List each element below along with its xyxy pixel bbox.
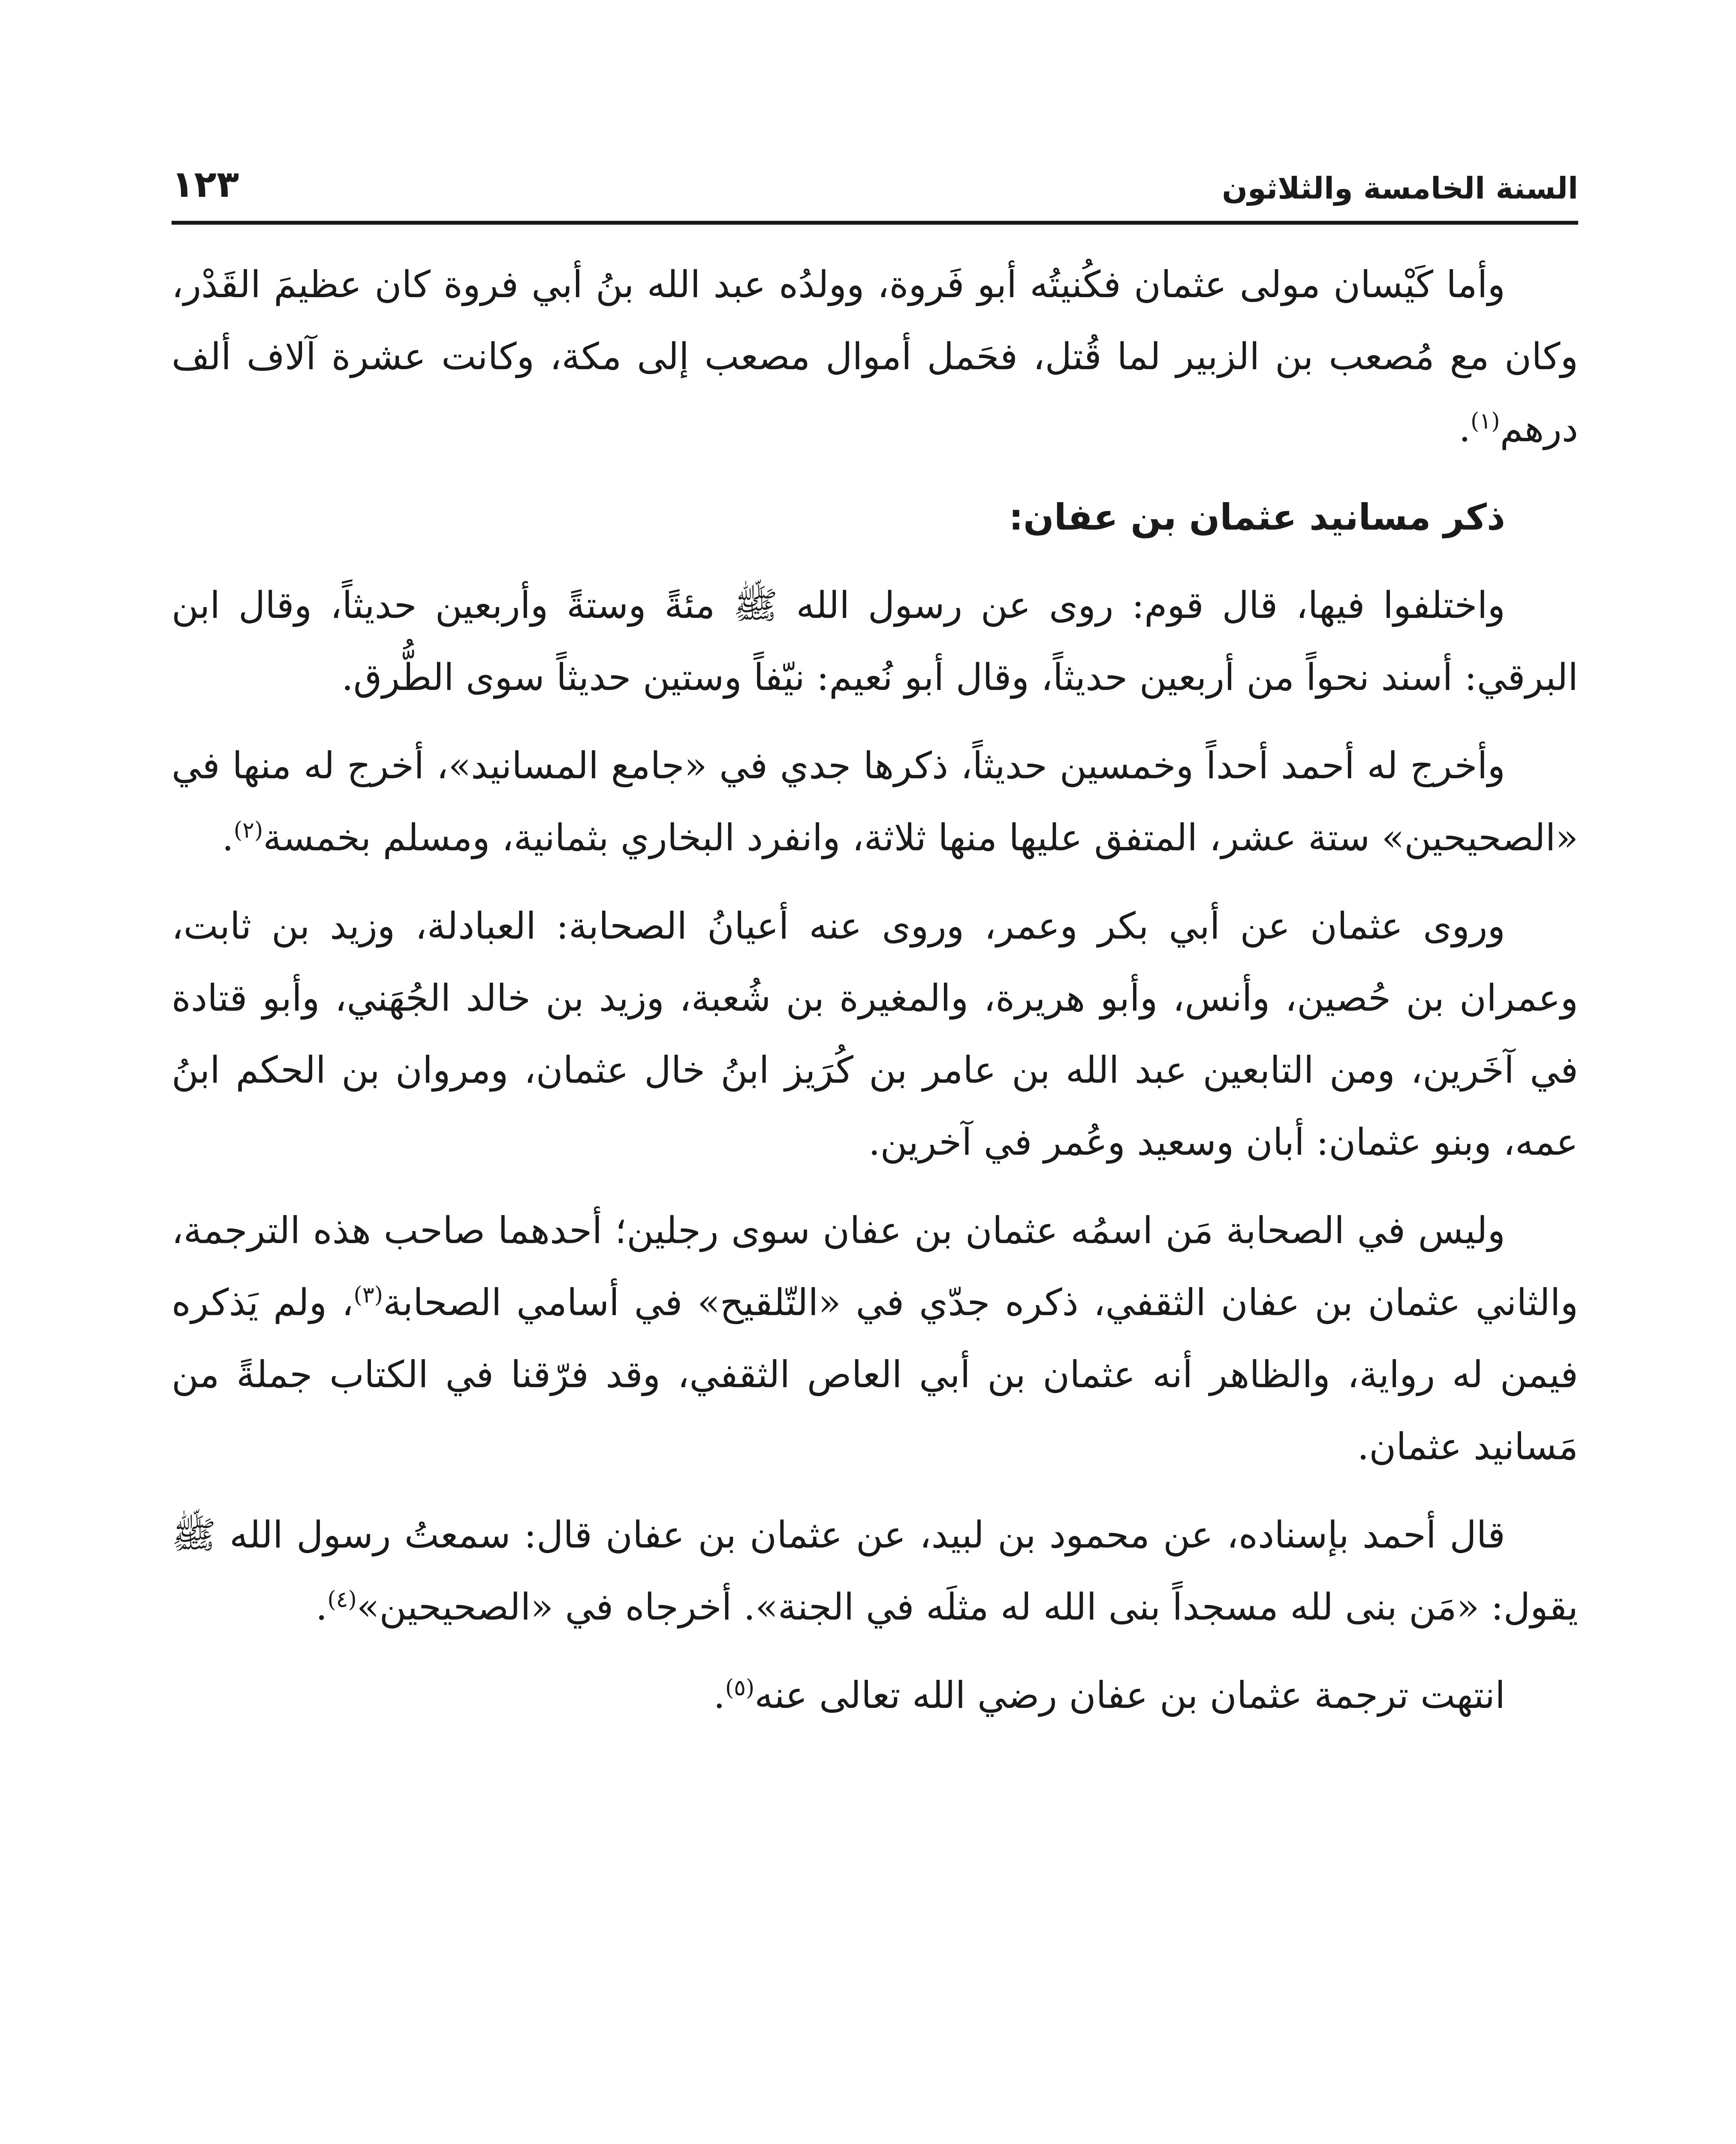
main-text <box>172 249 1578 1748</box>
paragraph-hadith: قال أحمد بإسناده، عن محمود بن لبيد، عن عثمان بن عفان قال: سمعتُ رسول الله ﷺ يقول: «مَن بنى لله مسجداً بنى الله له مثلَه في الجنة». أخرجاه في «الصحيحين»$^{(٤)}$. <box>172 1514 1578 1629</box>
page-number: ١٢٣ <box>172 163 239 206</box>
paragraph-narrators: وروى عثمان عن أبي بكر وعمر، وروى عنه أعيانُ الصحابة: العبادلة، وزيد بن ثابت، وعمران بن حُصين، وأنس، وأبو هريرة، والمغيرة بن شُعبة، وزيد بن خالد الجُهَني، وأبو قتادة في آخَرين، ومن التابعين عبد الله بن عامر بن كُرَيز ابنُ خال عثمان، ومروان بن الحكم ابنُ عمه، وبنو عثمان: أبان وسعيد وعُمر في آخرين. <box>172 905 1578 1164</box>
footnote-ref-5: (٥) <box>725 1675 755 1701</box>
footnote-ref-2: (٢) <box>233 817 263 843</box>
paragraph-kaysan: وأما كَيْسان مولى عثمان فكُنيتُه أبو فَروة، وولدُه عبد الله بنُ أبي فروة كان عظيمَ القَدْر، وكان مع مُصعب بن الزبير لما قُتل، فحَمل أموال مصعب إلى مكة، وكانت عشرة آلاف ألف درهم$^{(١)}$. <box>172 263 1578 450</box>
section-heading: ذكر مسانيد عثمان بن عفان: <box>1009 496 1505 538</box>
running-title: السنة الخامسة والثلاثون <box>1222 171 1578 206</box>
paragraph-ahmad: وأخرج له أحمد أحداً وخمسين حديثاً، ذكرها جدي في «جامع المسانيد»، أخرج له منها في «الصحيحين» ستة عشر، المتفق عليها منها ثلاثة، وانفرد البخاري بثمانية، ومسلم بخمسة$^{(٢)}$. <box>172 744 1578 859</box>
running-head <box>172 142 1578 206</box>
header-divider <box>172 221 1578 225</box>
footnote-ref-4: (٤) <box>327 1587 357 1613</box>
footnote-ref-1: (١) <box>1471 408 1500 434</box>
paragraph-closing: انتهت ترجمة عثمان بن عفان رضي الله تعالى عنه$^{(٥)}$. <box>713 1674 1505 1717</box>
paragraph-hadith-count: واختلفوا فيها، قال قوم: روى عن رسول الله ﷺ مئةً وستةً وأربعين حديثاً، وقال ابن البرقي: أسند نحواً من أربعين حديثاً، وقال أبو نُعيم: نيّفاً وستين حديثاً سوى الطُّرق. <box>172 584 1578 699</box>
footnote-ref-3: (٣) <box>353 1282 383 1308</box>
paragraph-namesakes: وليس في الصحابة مَن اسمُه عثمان بن عفان سوى رجلين؛ أحدهما صاحب هذه الترجمة، والثاني عثمان بن عفان الثقفي، ذكره جدّي في «التّلقيح» في أسامي الصحابة$^{(٣)}$، ولم يَذكره فيمن له رواية، والظاهر أنه عثمان بن أبي العاص الثقفي، وقد فرّقنا في الكتاب جملةً من مَسانيد عثمان. <box>172 1209 1578 1468</box>
book-page <box>172 142 1578 2144</box>
